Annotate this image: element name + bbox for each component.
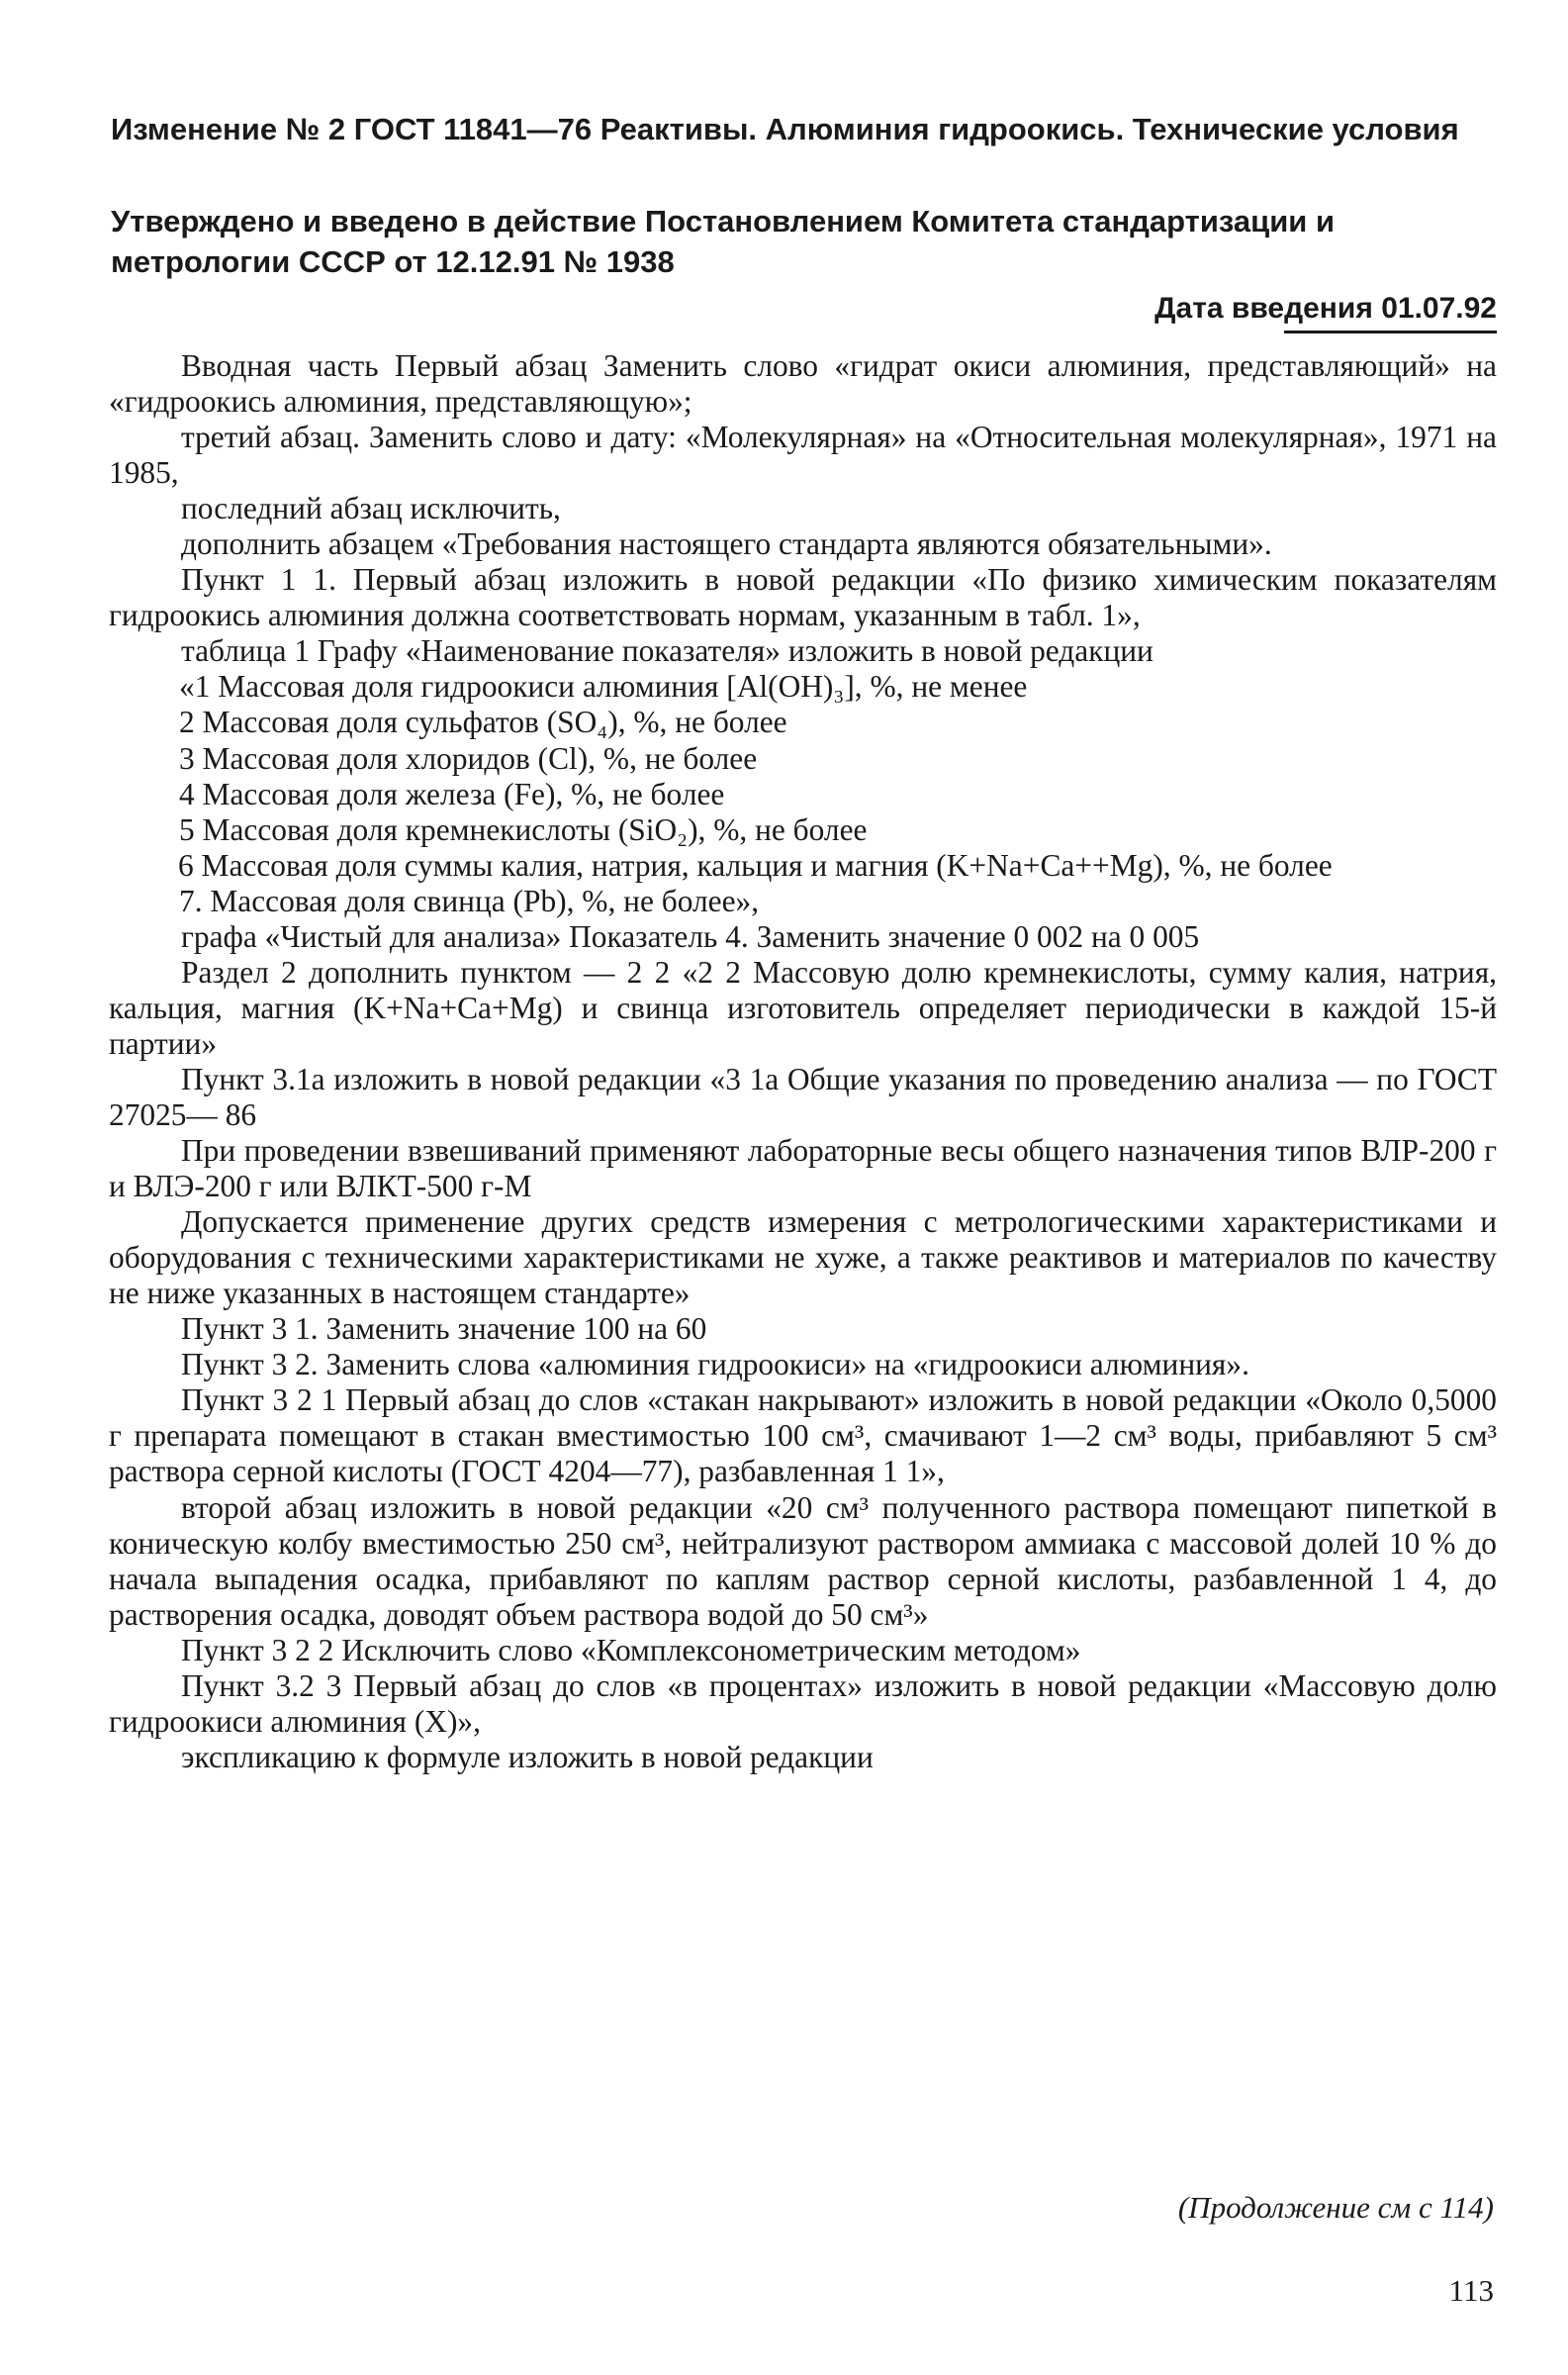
body-paragraph: Раздел 2 дополнить пунктом — 2 2 «2 2 Массовую долю кремнекислоты, сумму калия, натрия, кальция, магния (K+Na+Ca+Mg) и свинца изготовитель определяет периодически в каждой 15-й партии»	[109, 954, 1497, 1061]
date-underline	[1284, 331, 1497, 333]
body-paragraph: экспликацию к формуле изложить в новой редакции	[181, 1739, 874, 1774]
approval-statement: Утверждено и введено в действие Постановлением Комитета стандартизации и метрологии СССР от 12.12.91 № 1938	[111, 204, 1336, 279]
body-paragraph: «1 Массовая доля гидроокиси алюминия [Al(OH)₃], %, не менее	[179, 669, 1028, 705]
body-paragraph: Пункт 3.1а изложить в новой редакции «3 1а Общие указания по проведению анализа — по ГОСТ 27025— 86	[109, 1061, 1497, 1132]
effective-date: Дата введения 01.07.92	[1154, 292, 1497, 325]
page-number: 113	[1448, 2273, 1494, 2308]
body-paragraph: таблица 1 Графу «Наименование показателя» изложить в новой редакции	[181, 633, 1153, 669]
continuation-note: (Продолжение см с 114)	[1177, 2190, 1494, 2225]
body-paragraph: графа «Чистый для анализа» Показатель 4. Заменить значение 0 002 на 0 005	[181, 918, 1200, 954]
body-paragraph: Пункт 3 2 1 Первый абзац до слов «стакан накрывают» изложить в новой редакции «Около 0,5000 г препарата помещают в стакан вместимостью 100 см³, смачивают 1—2 см³ воды, прибавляют 5 см³ раствора серной кислоты (ГОСТ 4204—77), разбавленная 1 1»,	[109, 1382, 1497, 1489]
body-paragraph: 7. Массовая доля свинца (Pb), %, не более»,	[179, 883, 760, 918]
body-paragraph: Пункт 3.2 3 Первый абзац до слов «в процентах» изложить в новой редакции «Массовую долю гидроокиси алюминия (X)»,	[109, 1667, 1497, 1739]
body-paragraph: 2 Массовая доля сульфатов (SO₄), %, не более	[179, 705, 787, 740]
body-paragraph: 3 Массовая доля хлоридов (Cl), %, не более	[179, 740, 758, 776]
body-paragraph: 4 Массовая доля железа (Fe), %, не более	[179, 776, 725, 811]
body-paragraph: Пункт 1 1. Первый абзац изложить в новой редакции «По физико химическим показателям гидроокись алюминия должна соответствовать нормам, указанным в табл. 1»,	[109, 562, 1497, 633]
body-paragraph: последний абзац исключить,	[181, 491, 561, 526]
document-body	[109, 348, 1497, 1775]
body-paragraph: Пункт 3 2. Заменить слова «алюминия гидроокиси» на «гидроокиси алюминия».	[181, 1347, 1249, 1382]
body-paragraph: Вводная часть Первый абзац Заменить слово «гидрат окиси алюминия, представляющий» на «гидроокись алюминия, представляющую»;	[109, 348, 1497, 420]
body-paragraph: дополнить абзацем «Требования настоящего стандарта являются обязательными».	[181, 526, 1272, 562]
body-paragraph: третий абзац. Заменить слово и дату: «Молекулярная» на «Относительная молекулярная», 1971 на 1985,	[109, 420, 1497, 491]
body-paragraph: 6 Массовая доля суммы калия, натрия, кальция и магния (K+Na+Ca++Mg), %, не более	[178, 847, 1333, 883]
body-paragraph: второй абзац изложить в новой редакции «20 см³ полученного раствора помещают пипеткой в коническую колбу вместимостью 250 см³, нейтрализуют раствором аммиака с массовой долей 10 % до начала выпадения осадка, прибавляют по каплям раствор серной кислоты, разбавленной 1 4, до растворения осадка, доводят объем раствора водой до 50 см³»	[109, 1489, 1497, 1632]
document-title: Изменение № 2 ГОСТ 11841—76 Реактивы. Алюминия гидроокись. Технические условия	[111, 112, 1459, 146]
body-paragraph: При проведении взвешиваний применяют лабораторные весы общего назначения типов ВЛР-200 г и ВЛЭ-200 г или ВЛКТ-500 г-М	[109, 1133, 1497, 1204]
body-paragraph: Пункт 3 2 2 Исключить слово «Комплексонометрическим методом»	[181, 1632, 1081, 1667]
body-paragraph: Допускается применение других средств измерения с метрологическими характеристиками и оборудования с техническими характеристиками не хуже, а также реактивов и материалов по качеству не ниже указанных в настоящем стандарте»	[109, 1204, 1497, 1311]
body-paragraph: Пункт 3 1. Заменить значение 100 на 60	[181, 1311, 707, 1347]
body-paragraph: 5 Массовая доля кремнекислоты (SiO₂), %, не более	[179, 811, 868, 847]
